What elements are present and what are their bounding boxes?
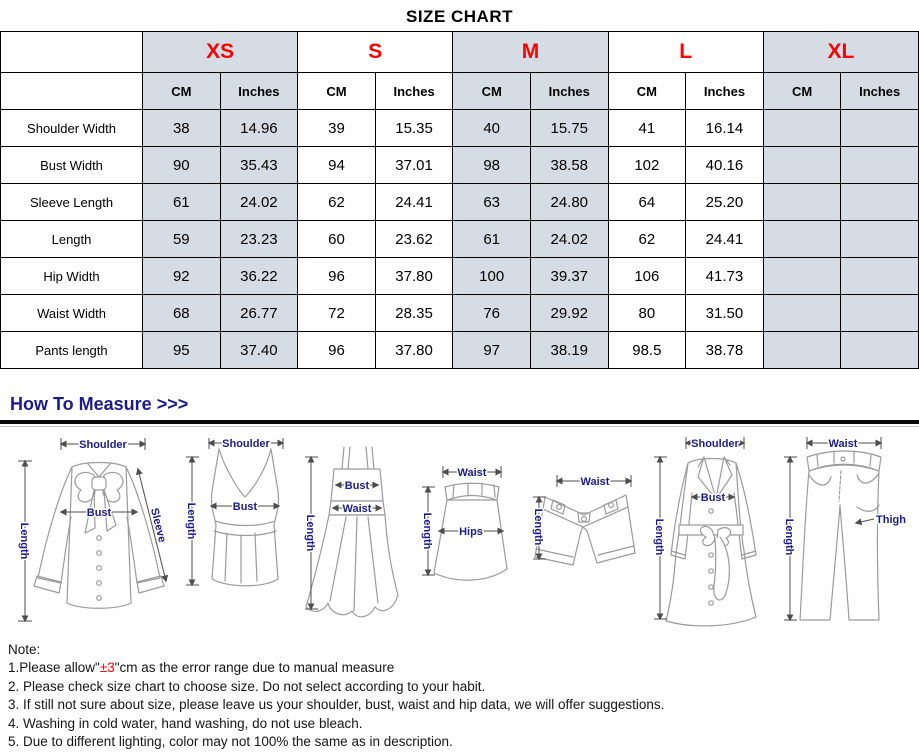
row-label: Hip Width — [1, 258, 143, 295]
unit-header-xs-inches: Inches — [220, 73, 298, 110]
note-line-3: 3. If still not sure about size, please leave us your shoulder, bust, waist and hip data, we will offer suggestions. — [8, 697, 665, 713]
dress-drawing — [306, 447, 398, 617]
size-header-row — [1, 32, 919, 73]
value-cell: 15.75 — [530, 110, 608, 147]
value-cell — [841, 332, 919, 369]
note-1-prefix: 1.Please allow" — [8, 660, 100, 676]
corner-cell-bottom — [1, 73, 143, 110]
table-row — [1, 147, 919, 184]
value-cell: 37.80 — [375, 258, 453, 295]
dress-waist-label: Waist — [342, 503, 372, 515]
note-line-4: 4. Washing in cold water, hand washing, do not use bleach. — [8, 715, 363, 731]
value-cell — [763, 221, 841, 258]
value-cell: 37.80 — [375, 332, 453, 369]
value-cell: 23.23 — [220, 221, 298, 258]
skirt-waist-label: Waist — [458, 467, 487, 479]
value-cell — [763, 295, 841, 332]
coat-diagram — [646, 433, 776, 629]
value-cell: 37.40 — [220, 332, 298, 369]
row-label: Waist Width — [1, 295, 143, 332]
size-header-m: M — [453, 32, 608, 73]
table-row — [1, 332, 919, 369]
value-cell: 41.73 — [686, 258, 764, 295]
unit-header-xs-cm: CM — [143, 73, 221, 110]
value-cell: 38 — [143, 110, 221, 147]
blouse-diagram — [8, 433, 178, 629]
unit-header-m-inches: Inches — [530, 73, 608, 110]
unit-header-s-cm: CM — [298, 73, 376, 110]
value-cell: 25.20 — [686, 184, 764, 221]
row-label: Sleeve Length — [1, 184, 143, 221]
value-cell: 62 — [608, 221, 686, 258]
value-cell: 24.02 — [530, 221, 608, 258]
measure-diagrams — [0, 427, 919, 633]
table-row — [1, 110, 919, 147]
value-cell: 94 — [298, 147, 376, 184]
notes-section — [0, 633, 919, 751]
blouse-shoulder-label: Shoulder — [79, 439, 127, 451]
value-cell: 16.14 — [686, 110, 764, 147]
unit-header-xl-cm: CM — [763, 73, 841, 110]
value-cell: 76 — [453, 295, 531, 332]
blouse-drawing — [34, 463, 164, 609]
note-line-5: 5. Due to different lighting, color may not 100% the same as in description. — [8, 734, 453, 750]
value-cell: 39 — [298, 110, 376, 147]
value-cell: 96 — [298, 258, 376, 295]
shorts-waist-label: Waist — [580, 476, 610, 488]
blouse-bust-label: Bust — [86, 507, 112, 519]
value-cell: 38.58 — [530, 147, 608, 184]
table-row — [1, 258, 919, 295]
value-cell: 60 — [298, 221, 376, 258]
value-cell: 92 — [143, 258, 221, 295]
tank-shoulder-label: Shoulder — [222, 438, 270, 450]
skirt-length-label: Length — [421, 512, 434, 550]
value-cell: 98 — [453, 147, 531, 184]
value-cell: 106 — [608, 258, 686, 295]
tank-drawing — [212, 449, 279, 586]
pants-waist-label: Waist — [828, 438, 858, 450]
blouse-length-label: Length — [18, 522, 30, 560]
unit-header-row — [1, 73, 919, 110]
value-cell: 97 — [453, 332, 531, 369]
value-cell: 80 — [608, 295, 686, 332]
table-row — [1, 295, 919, 332]
value-cell: 28.35 — [375, 295, 453, 332]
tank-bust-label: Bust — [232, 501, 258, 513]
table-row — [1, 184, 919, 221]
unit-header-s-inches: Inches — [375, 73, 453, 110]
value-cell: 26.77 — [220, 295, 298, 332]
shorts-length-label: Length — [531, 508, 544, 546]
value-cell: 64 — [608, 184, 686, 221]
dress-length-label: Length — [304, 514, 317, 552]
value-cell — [841, 147, 919, 184]
unit-header-l-cm: CM — [608, 73, 686, 110]
unit-header-m-cm: CM — [453, 73, 531, 110]
value-cell: 40.16 — [686, 147, 764, 184]
value-cell — [841, 221, 919, 258]
corner-cell-top — [1, 32, 143, 73]
size-header-s: S — [298, 32, 453, 73]
size-header-l: L — [608, 32, 763, 73]
pants-length-label: Length — [782, 518, 795, 556]
value-cell: 39.37 — [530, 258, 608, 295]
value-cell: 24.80 — [530, 184, 608, 221]
dress-diagram — [300, 437, 415, 629]
value-cell — [763, 147, 841, 184]
size-chart-table — [0, 31, 919, 369]
coat-bust-label: Bust — [700, 492, 726, 504]
value-cell — [841, 295, 919, 332]
value-cell: 41 — [608, 110, 686, 147]
value-cell: 14.96 — [220, 110, 298, 147]
value-cell: 24.41 — [375, 184, 453, 221]
value-cell: 102 — [608, 147, 686, 184]
row-label: Length — [1, 221, 143, 258]
shorts-drawing — [535, 495, 635, 565]
value-cell — [841, 110, 919, 147]
tank-length-label: Length — [185, 502, 198, 540]
pants-thigh-label: Thigh — [875, 514, 906, 526]
value-cell: 38.19 — [530, 332, 608, 369]
row-label: Bust Width — [1, 147, 143, 184]
tank-top-diagram — [179, 433, 299, 599]
value-cell — [763, 110, 841, 147]
value-cell — [763, 258, 841, 295]
value-cell: 98.5 — [608, 332, 686, 369]
value-cell: 35.43 — [220, 147, 298, 184]
value-cell — [841, 184, 919, 221]
notes-heading: Note: — [8, 642, 41, 657]
table-row — [1, 221, 919, 258]
size-table-head — [1, 32, 919, 110]
value-cell: 59 — [143, 221, 221, 258]
value-cell: 61 — [453, 221, 531, 258]
note-line-1 — [8, 659, 919, 677]
size-header-xs: XS — [143, 32, 298, 73]
value-cell: 96 — [298, 332, 376, 369]
value-cell — [763, 332, 841, 369]
pants-drawing — [800, 451, 881, 620]
value-cell: 37.01 — [375, 147, 453, 184]
blouse-sleeve-label: Sleeve — [147, 506, 169, 544]
row-label: Shoulder Width — [1, 110, 143, 147]
value-cell: 100 — [453, 258, 531, 295]
value-cell: 40 — [453, 110, 531, 147]
size-header-xl: XL — [763, 32, 918, 73]
note-1-tolerance: ±3 — [99, 660, 115, 676]
value-cell: 38.78 — [686, 332, 764, 369]
coat-shoulder-label: Shoulder — [690, 438, 739, 450]
value-cell: 72 — [298, 295, 376, 332]
value-cell: 62 — [298, 184, 376, 221]
page-title: SIZE CHART — [406, 7, 513, 26]
skirt-hips-label: Hips — [459, 526, 484, 538]
value-cell — [763, 184, 841, 221]
dress-bust-label: Bust — [345, 480, 370, 492]
shorts-diagram — [523, 469, 645, 577]
value-cell: 31.50 — [686, 295, 764, 332]
note-line-2: 2. Please check size chart to choose size. Do not select according to your habit. — [8, 678, 486, 694]
value-cell: 95 — [143, 332, 221, 369]
value-cell: 29.92 — [530, 295, 608, 332]
value-cell: 36.22 — [220, 258, 298, 295]
coat-drawing — [666, 457, 756, 626]
size-table-body — [1, 110, 919, 369]
skirt-diagram — [416, 461, 521, 587]
divider-bar — [0, 420, 919, 424]
value-cell: 24.41 — [686, 221, 764, 258]
unit-header-xl-inches: Inches — [841, 73, 919, 110]
value-cell: 63 — [453, 184, 531, 221]
value-cell: 15.35 — [375, 110, 453, 147]
unit-header-l-inches: Inches — [686, 73, 764, 110]
value-cell: 24.02 — [220, 184, 298, 221]
value-cell — [841, 258, 919, 295]
note-1-suffix: "cm as the error range due to manual measure — [114, 660, 395, 676]
value-cell: 90 — [143, 147, 221, 184]
value-cell: 23.62 — [375, 221, 453, 258]
value-cell: 68 — [143, 295, 221, 332]
row-label: Pants length — [1, 332, 143, 369]
pants-diagram — [777, 433, 911, 629]
how-to-measure-heading: How To Measure >>> — [10, 394, 189, 414]
value-cell: 61 — [143, 184, 221, 221]
coat-length-label: Length — [652, 518, 665, 556]
